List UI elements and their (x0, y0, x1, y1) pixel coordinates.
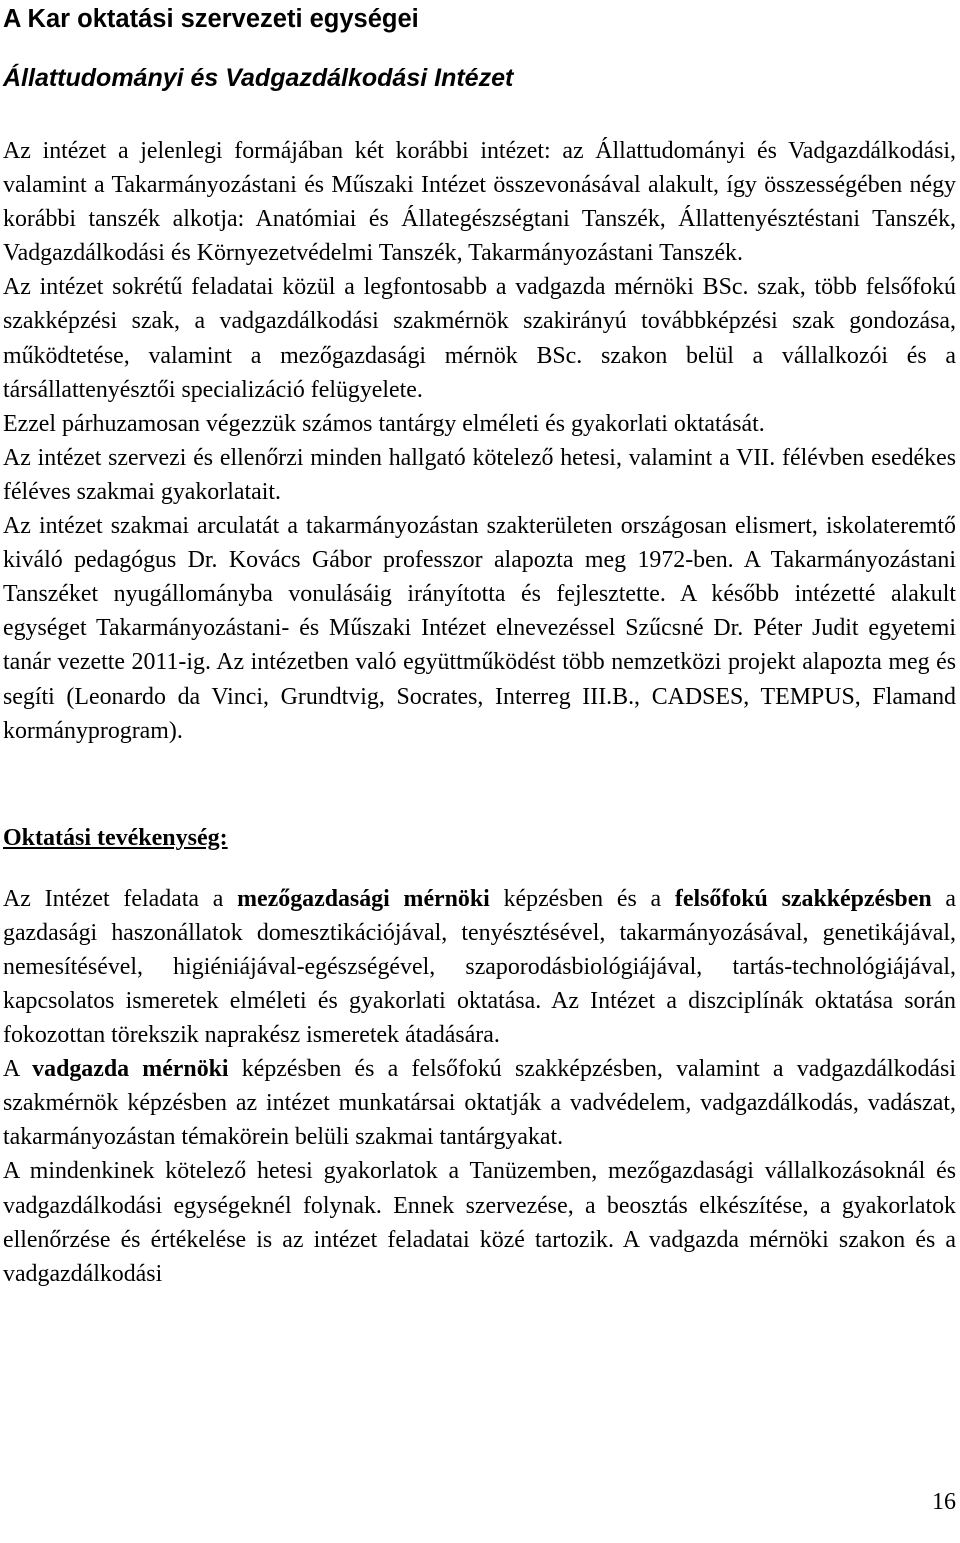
teaching-heading: Oktatási tevékenység: (3, 824, 228, 851)
text-run: a gazdasági haszonállatok domesztikációjával, tenyésztésével, takarmányozásával, genetikájával, nemesítésével, higiéniájával-egészségével, szaporodásbiológiájával, tartás-technológiájával, kapcsolatos ismeretek elméleti és gyakorlati oktatása. Az Intézet a diszciplínák oktatása során fokozottan törekszik naprakész ismeretek átadására. (3, 885, 956, 1049)
bold-term-agricultural-engineer: mezőgazdasági mérnöki (237, 885, 490, 912)
institute-title: Állattudományi és Vadgazdálkodási Intézet (3, 64, 514, 92)
intro-paragraph-2: Az intézet sokrétű feladatai közül a legfontosabb a vadgazda mérnöki BSc. szak, több felsőfokú szakképzési szak, a vadgazdálkodási szakmérnök szakirányú továbbképzési szak gondozása, működtetése, valamint a mezőgazdasági mérnök BSc. szakon belül a vállalkozói és a társállattenyésztői specializáció felügyelete. (3, 274, 956, 403)
intro-paragraph-3: Ezzel párhuzamosan végezzük számos tantárgy elméleti és gyakorlati oktatását. (3, 410, 765, 437)
page-number: 16 (932, 1489, 956, 1515)
bold-term-higher-vocational: felsőfokú szakképzésben (674, 885, 932, 912)
teaching-paragraph-2 (3, 1052, 956, 1154)
teaching-paragraph-3: A mindenkinek kötelező hetesi gyakorlatok a Tanüzemben, mezőgazdasági vállalkozásoknál és vadgazdálkodási egységeknél folynak. Ennek szervezése, a beosztás elkészítése, a gyakorlatok ellenőrzése és értékelése is az intézet feladatai közé tartozik. A vadgazda mérnöki szakon és a vadgazdálkodási (3, 1158, 956, 1287)
document-page (3, 0, 956, 1291)
bold-term-game-manager-engineer: vadgazda mérnöki (32, 1056, 229, 1083)
teaching-paragraph-1 (3, 882, 956, 1052)
text-run: Az Intézet feladata a (3, 885, 238, 912)
text-run: képzésben és a felsőfokú szakképzésben, valamint a vadgazdálkodási szakmérnök képzésben az intézet munkatársai oktatják a vadvédelem, vadgazdálkodás, vadászat, takarmányozástan témakörein belüli szakmai tantárgyakat. (3, 1056, 956, 1151)
text-run: A (3, 1056, 33, 1083)
text-run: képzésben és a (489, 885, 675, 912)
intro-section (3, 134, 956, 748)
intro-paragraph-5: Az intézet szakmai arculatát a takarmányozástan szakterületen országosan elismert, iskolateremtő kiváló pedagógus Dr. Kovács Gábor professzor alapozta meg 1972-ben. A Takarmányozástani Tanszéket nyugállományba vonulásáig irányította és fejlesztette. A később intézetté alakult egységet Takarmányozástani- és Műszaki Intézet elnevezéssel Szűcsné Dr. Péter Judit egyetemi tanár vezette 2011-ig. Az intézetben való együttműködést több nemzetközi projekt alapozta meg és segíti (Leonardo da Vinci, Grundtvig, Socrates, Interreg III.B., CADSES, TEMPUS, Flamand kormányprogram). (3, 513, 956, 744)
intro-paragraph-4: Az intézet szervezi és ellenőrzi minden hallgató kötelező hetesi, valamint a VII. félévben esedékes féléves szakmai gyakorlatait. (3, 444, 956, 505)
teaching-section (3, 882, 956, 1291)
page-title: A Kar oktatási szervezeti egységei (3, 5, 419, 33)
intro-paragraph-1: Az intézet a jelenlegi formájában két korábbi intézet: az Állattudományi és Vadgazdálkodási, valamint a Takarmányozástani és Műszaki Intézet összevonásával alakult, így összességében négy korábbi tanszék alkotja: Anatómiai és Állategészségtani Tanszék, Állattenyésztéstani Tanszék, Vadgazdálkodási és Környezetvédelmi Tanszék, Takarmányozástani Tanszék. (3, 138, 956, 267)
